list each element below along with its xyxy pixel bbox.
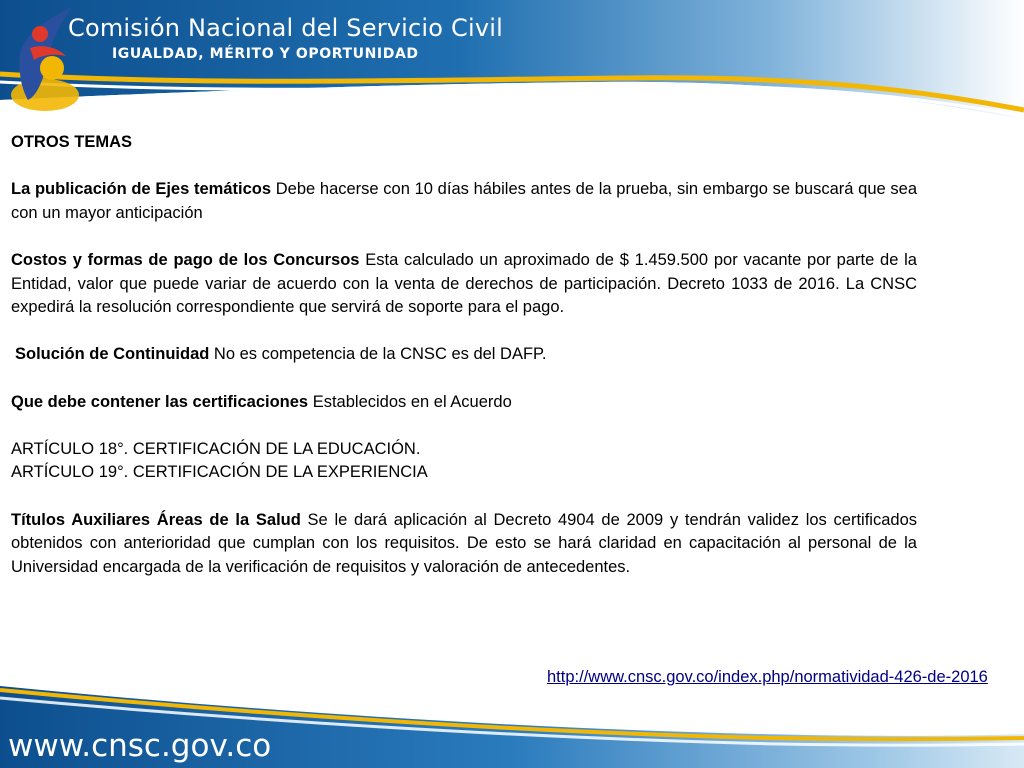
- topic-text: Establecidos en el Acuerdo: [308, 392, 512, 411]
- topic-label: La publicación de Ejes temáticos: [11, 180, 272, 199]
- main-content: [11, 131, 917, 579]
- person-figure-logo-icon: [0, 0, 90, 120]
- topic-text: Esta calculado un aproximado de $ 1.459.500 por vacante por parte de la Entidad, valor que puede variar de acuerdo con la venta de derechos de participación. Decreto 1033 de 2016. La CNSC expedirá la resolución correspondiente que servirá de soporte para el pago.: [11, 250, 917, 317]
- topic-label: Títulos Auxiliares Áreas de la Salud: [11, 510, 301, 529]
- topic-text: Se le dará aplicación al Decreto 4904 de 2009 y tendrán validez los certificados obtenidos con anterioridad que cumplan con los requisitos. De esto se hará claridad en capacitación al personal de la Universidad encargada de la verificación de requisitos y valoración de antecedentes.: [11, 510, 917, 576]
- topic-paragraph: [11, 178, 917, 225]
- topic-text: No es competencia de la CNSC es del DAFP.: [209, 345, 547, 364]
- topic-paragraph: [11, 509, 917, 580]
- org-name: Comisión Nacional del Servicio Civil: [68, 14, 503, 42]
- topic-label: Costos y formas de pago de los Concursos: [11, 250, 360, 269]
- topic-label: Solución de Continuidad: [15, 345, 210, 364]
- topic-paragraph: [11, 249, 917, 320]
- article-line: ARTÍCULO 18°. CERTIFICACIÓN DE LA EDUCACIÓN.: [11, 439, 421, 458]
- section-heading: OTROS TEMAS: [11, 133, 133, 151]
- website-url[interactable]: www.cnsc.gov.co: [8, 728, 272, 764]
- topic-paragraph: [11, 391, 917, 415]
- topic-label: Que debe contener las certificaciones: [11, 392, 309, 411]
- topic-text: Debe hacerse con 10 días hábiles antes de la prueba, sin embargo se buscará que sea con un mayor anticipación: [11, 180, 917, 222]
- reference-link[interactable]: http://www.cnsc.gov.co/index.php/normatividad-426-de-2016: [547, 668, 988, 686]
- article-line: ARTÍCULO 19°. CERTIFICACIÓN DE LA EXPERIENCIA: [11, 463, 428, 482]
- topic-paragraph: [11, 343, 917, 367]
- org-motto: IGUALDAD, MÉRITO Y OPORTUNIDAD: [112, 46, 419, 62]
- header-banner: [0, 0, 1024, 120]
